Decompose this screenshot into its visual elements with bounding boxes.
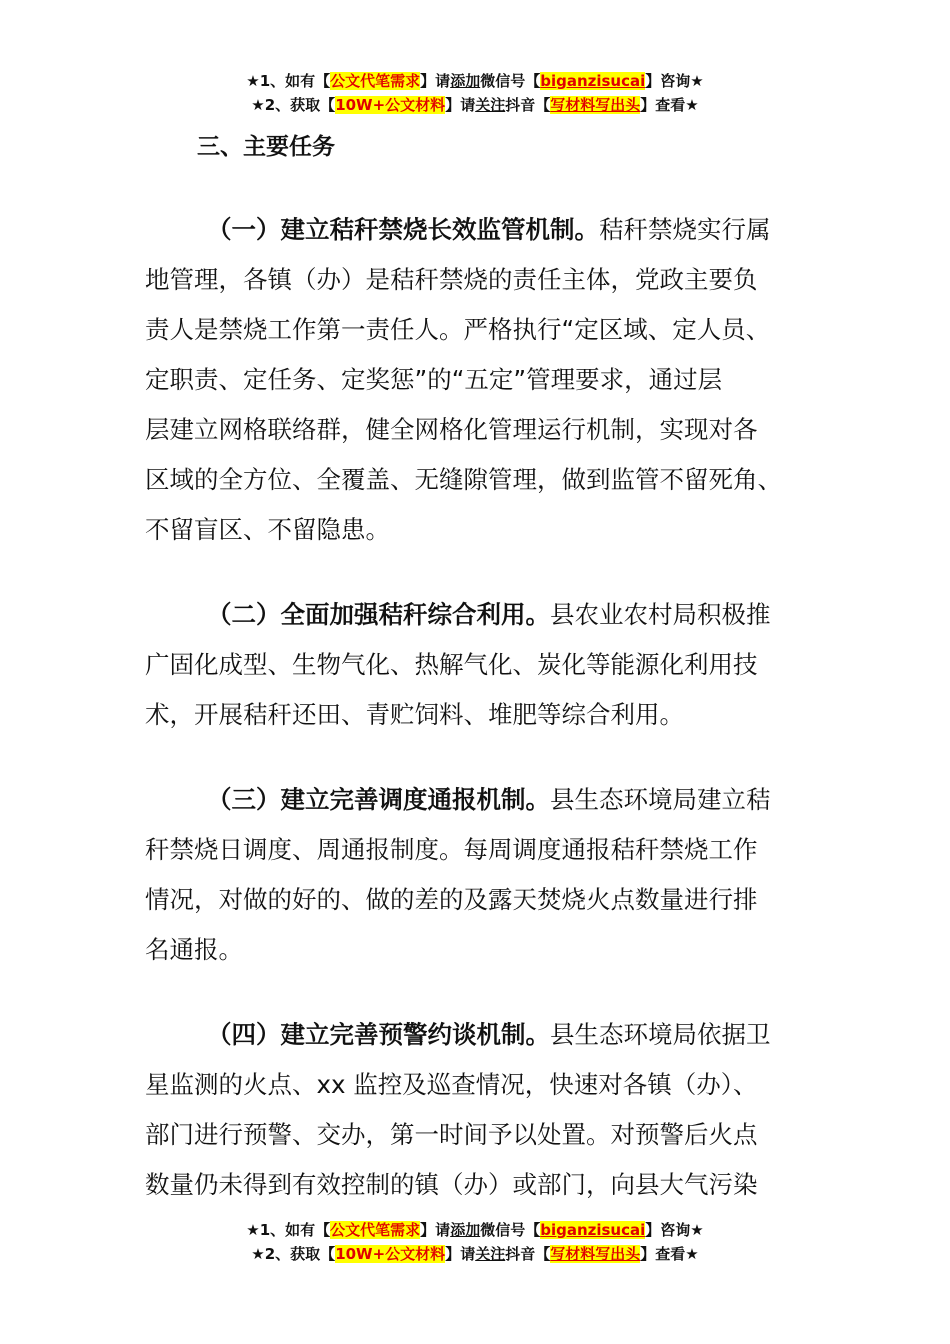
banner-line: [0, 1242, 950, 1266]
banner-text: biganzisucai: [540, 72, 646, 90]
paragraph-line: [145, 205, 825, 255]
paragraph-line: 秆禁烧日调度、周通报制度。每周调度通报秸秆禁烧工作: [145, 835, 758, 864]
banner-text: 添加: [450, 1221, 481, 1239]
banner-text: 写材料写出头: [550, 96, 641, 114]
paragraph-heading: （一）建立秸秆禁烧长效监管机制。: [207, 215, 599, 244]
paragraph-line: 广固化成型、生物气化、热解气化、炭化等能源化利用技: [145, 650, 758, 679]
paragraph-line: 责人是禁烧工作第一责任人。严格执行“定区域、定人员、: [145, 315, 771, 344]
banner-text: 抖音【: [505, 96, 551, 114]
paragraph-line: 情况，对做的好的、做的差的及露天焚烧火点数量进行排: [145, 885, 758, 914]
paragraph-line: 数量仍未得到有效控制的镇（办）或部门，向县大气污染: [145, 1170, 758, 1199]
banner-text: 微信号【: [480, 72, 541, 90]
banner-line: [0, 1218, 950, 1242]
paragraph-line: [145, 1010, 825, 1060]
paragraph-line: 星监测的火点、xx 监控及巡查情况，快速对各镇（办）、: [145, 1070, 758, 1099]
banner-text: 】查看★: [640, 96, 699, 114]
banner-text: 】请: [445, 96, 476, 114]
banner-text: 公文代笔需求: [330, 72, 421, 90]
promo-banner-top: [0, 69, 950, 117]
banner-text: 】咨询★: [645, 72, 704, 90]
banner-text: 添加: [450, 72, 481, 90]
paragraph: [145, 205, 825, 555]
banner-text: 抖音【: [505, 1245, 551, 1263]
paragraph-line: 定职责、定任务、定奖惩”的“五定”管理要求，通过层: [145, 365, 723, 394]
banner-text: 】请: [420, 72, 451, 90]
banner-line: [0, 69, 950, 93]
banner-text: 】查看★: [640, 1245, 699, 1263]
banner-line: [0, 93, 950, 117]
banner-text: 10W+公文材料: [335, 1245, 446, 1263]
banner-text: ★1、如有【: [246, 1221, 331, 1239]
paragraph-line: 区域的全方位、全覆盖、无缝隙管理，做到监管不留死角、: [145, 465, 782, 494]
banner-text: biganzisucai: [540, 1221, 646, 1239]
banner-text: 】请: [420, 1221, 451, 1239]
paragraph-line: [145, 590, 825, 640]
promo-banner-bottom: [0, 1218, 950, 1266]
banner-text: 】请: [445, 1245, 476, 1263]
paragraph: [145, 590, 825, 740]
paragraph-line: 层建立网格联络群，健全网格化管理运行机制，实现对各: [145, 415, 758, 444]
banner-text: 微信号【: [480, 1221, 541, 1239]
paragraph: [145, 775, 825, 975]
section-title: 三、主要任务: [197, 134, 335, 160]
line-text: 秸秆禁烧实行属: [599, 215, 771, 244]
banner-text: ★1、如有【: [246, 72, 331, 90]
paragraph-line: 不留盲区、不留隐患。: [145, 515, 390, 544]
paragraph-line: 部门进行预警、交办，第一时间予以处置。对预警后火点: [145, 1120, 758, 1149]
banner-text: ★2、获取【: [251, 96, 336, 114]
banner-text: 公文代笔需求: [330, 1221, 421, 1239]
banner-text: 关注: [475, 1245, 506, 1263]
banner-text: ★2、获取【: [251, 1245, 336, 1263]
paragraph-line: [145, 775, 825, 825]
paragraph: [145, 1010, 825, 1210]
line-text: 县生态环境局依据卫: [550, 1020, 771, 1049]
banner-text: 关注: [475, 96, 506, 114]
banner-text: 】咨询★: [645, 1221, 704, 1239]
paragraph-heading: （三）建立完善调度通报机制。: [207, 785, 550, 814]
line-text: 县农业农村局积极推: [550, 600, 771, 629]
paragraph-line: 术，开展秸秆还田、青贮饲料、堆肥等综合利用。: [145, 700, 684, 729]
line-text: 县生态环境局建立秸: [550, 785, 771, 814]
paragraph-line: 名通报。: [145, 935, 243, 964]
paragraph-heading: （二）全面加强秸秆综合利用。: [207, 600, 550, 629]
banner-text: 10W+公文材料: [335, 96, 446, 114]
paragraph-heading: （四）建立完善预警约谈机制。: [207, 1020, 550, 1049]
paragraph-line: 地管理，各镇（办）是秸秆禁烧的责任主体，党政主要负: [145, 265, 758, 294]
banner-text: 写材料写出头: [550, 1245, 641, 1263]
